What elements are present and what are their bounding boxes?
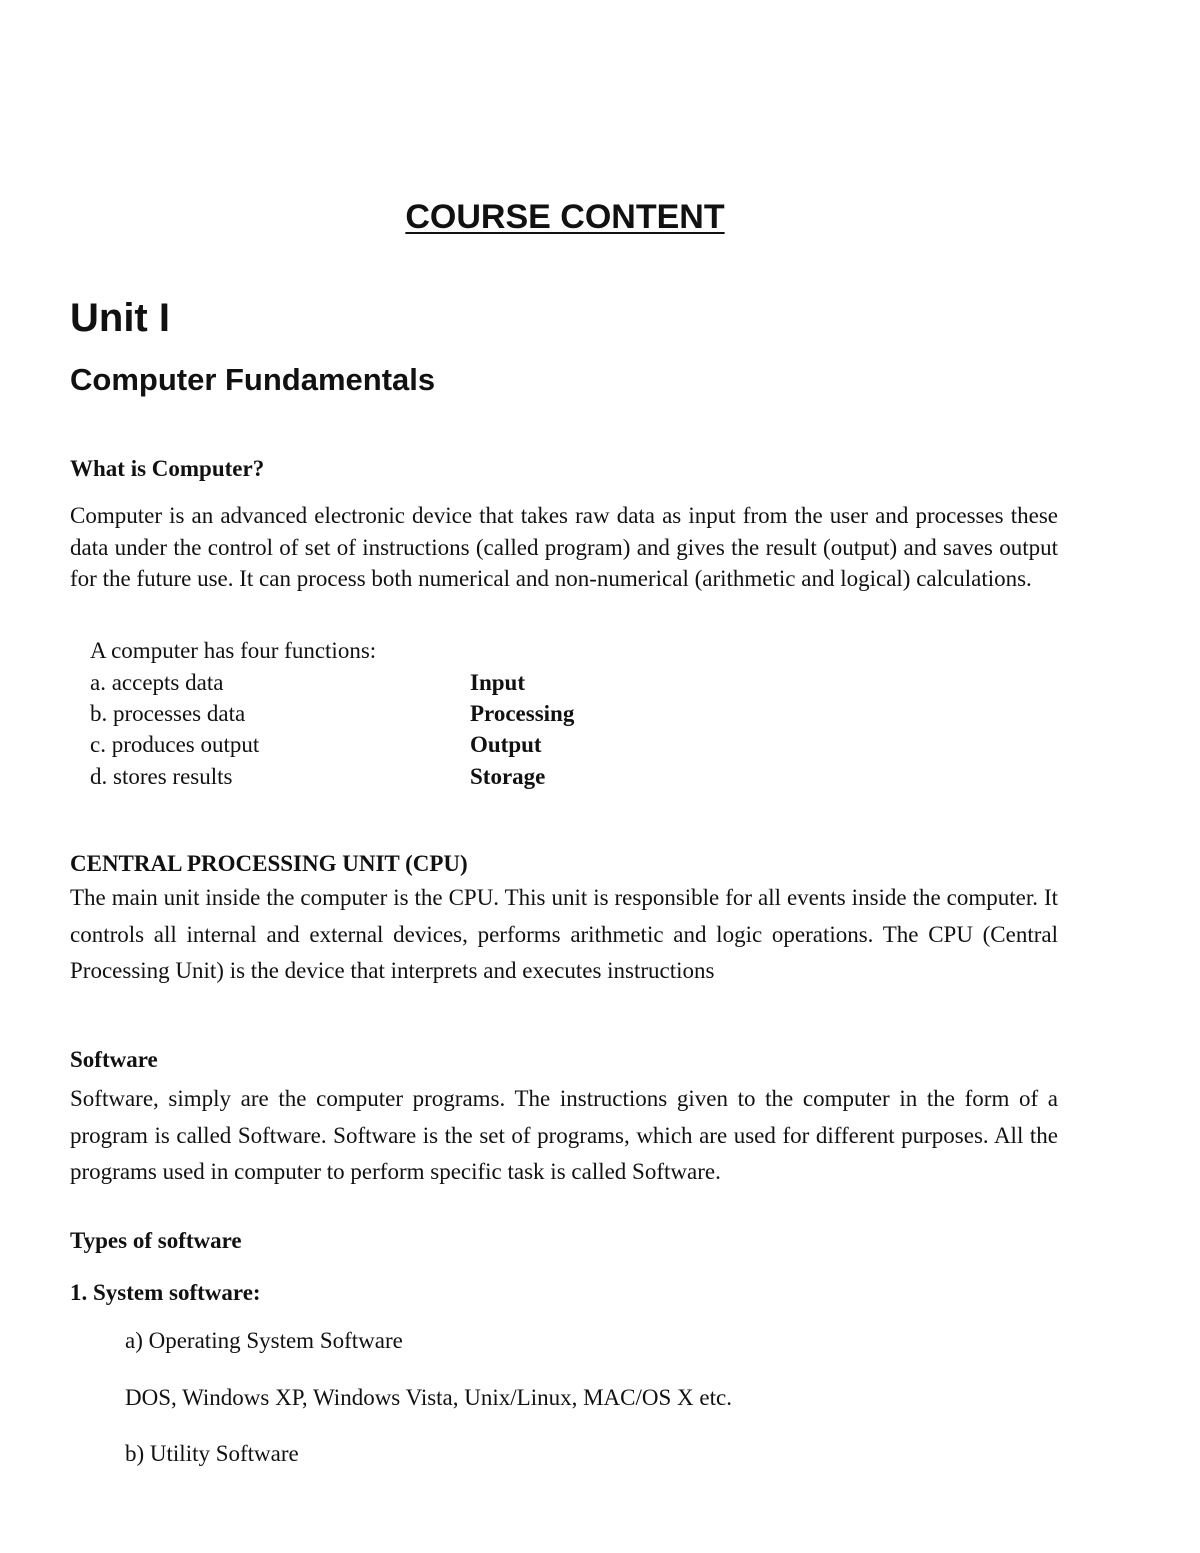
function-item: a. accepts data [90,670,224,695]
function-item: b. processes data [90,701,246,726]
unit-title: Computer Fundamentals [70,362,436,397]
function-row [90,764,690,794]
system-software-heading: 1. System software: [70,1280,261,1305]
function-name: Storage [470,764,546,789]
function-row [90,701,690,731]
what-is-computer-heading: What is Computer? [70,456,265,481]
cpu-paragraph: The main unit inside the computer is the CPU. This unit is responsible for all events inside the computer. It controls all internal and external devices, performs arithmetic and logic operations. The CPU (Central Processing Unit) is the device that interprets and executes instructions [70,885,1058,983]
os-examples: DOS, Windows XP, Windows Vista, Unix/Linux, MAC/OS X etc. [125,1385,732,1410]
function-name: Processing [470,701,575,726]
unit-heading: Unit I [70,296,170,340]
function-item: c. produces output [90,732,260,757]
what-is-computer-paragraph: Computer is an advanced electronic device that takes raw data as input from the user and processes these data under the control of set of instructions (called program) and gives the result (output) and saves output for the future use. It can process both numerical and non-numerical (arithmetic and logical) calculations. [70,503,1058,591]
course-title: COURSE CONTENT [405,198,725,236]
function-row [90,732,690,762]
function-name: Output [470,732,542,757]
function-row [90,670,690,700]
utility-software-label: b) Utility Software [125,1441,299,1466]
function-item: d. stores results [90,764,233,789]
software-heading: Software [70,1047,158,1072]
functions-intro: A computer has four functions: [90,638,377,663]
os-software-label: a) Operating System Software [125,1328,403,1353]
types-of-software-heading: Types of software [70,1228,242,1253]
software-paragraph: Software, simply are the computer programs. The instructions given to the computer in the form of a program is called Software. Software is the set of programs, which are used for different purposes. All the programs used in computer to perform specific task is called Software. [70,1086,1058,1184]
function-name: Input [470,670,525,695]
cpu-heading: CENTRAL PROCESSING UNIT (CPU) [70,851,468,876]
